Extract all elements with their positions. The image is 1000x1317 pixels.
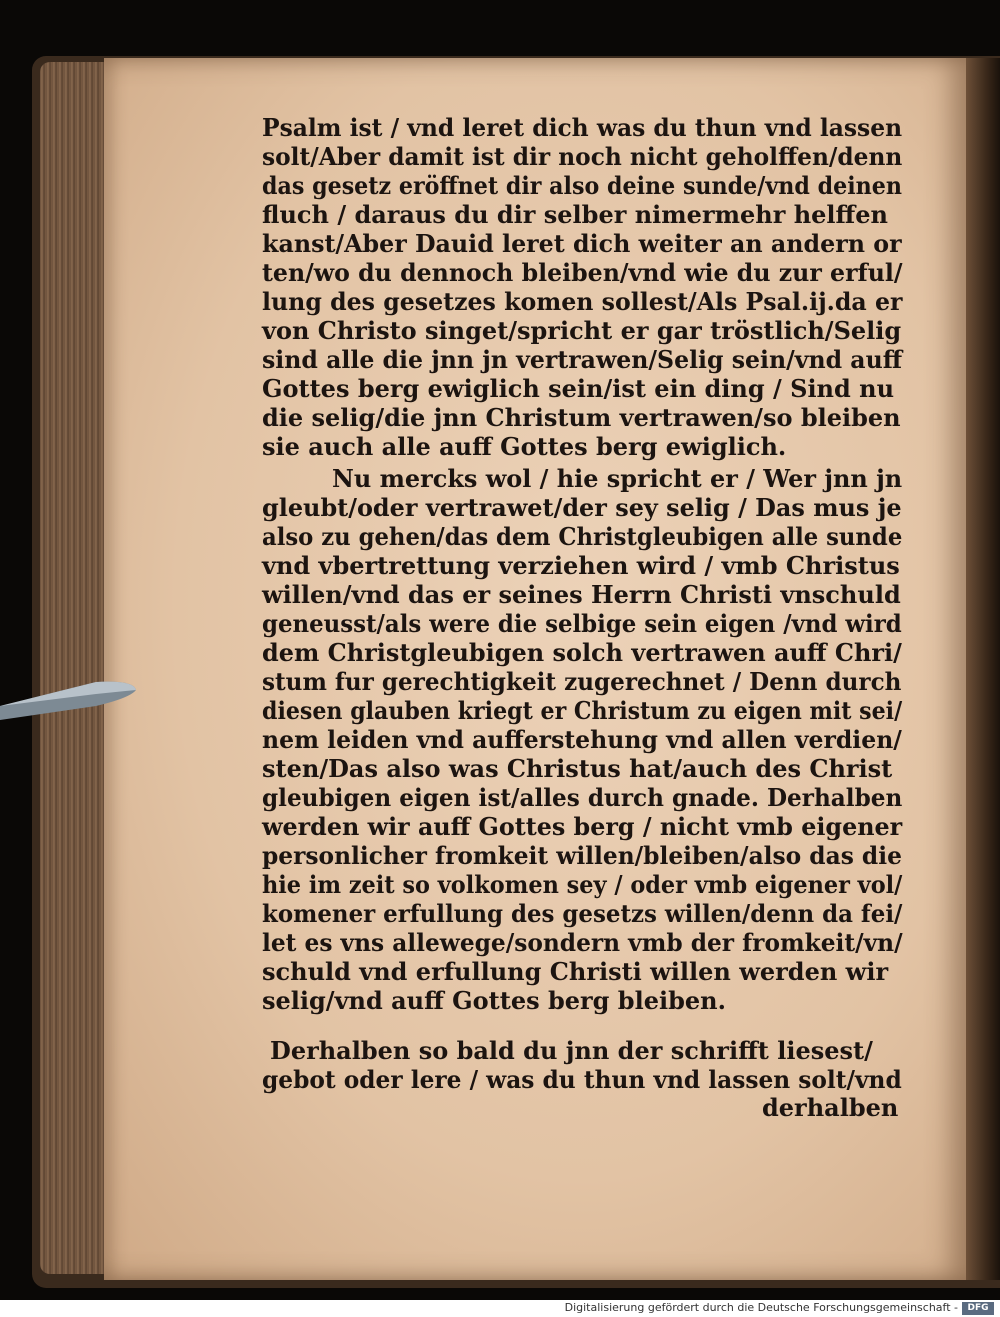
text-line: sind alle die jnn jn vertrawen/Selig sein/vnd auff [262, 345, 903, 374]
catchword: derhalben [762, 1093, 899, 1122]
text-line: schuld vnd erfullung Christi willen werden wir [262, 957, 889, 986]
text-line: komener erfullung des gesetzs willen/denn da fei/ [262, 899, 903, 928]
text-line: hie im zeit so volkomen sey / oder vmb eigener vol/ [262, 870, 903, 899]
text-line: gleubigen eigen ist/alles durch gnade. Derhalben [262, 783, 903, 812]
text-line: nem leiden vnd aufferstehung vnd allen verdien/ [262, 725, 902, 754]
text-line: dem Christgleubigen solch vertrawen auff Chri/ [262, 638, 902, 667]
text-line: let es vns allewege/sondern vmb der fromkeit/vn/ [262, 928, 903, 957]
text-line: geneusst/als were die selbige sein eigen /vnd wird [262, 609, 902, 638]
text-line: Gottes berg ewiglich sein/ist ein ding / Sind nu [262, 374, 895, 403]
text-line: selig/vnd auff Gottes berg bleiben. [262, 986, 726, 1015]
book-gutter [966, 58, 1000, 1280]
text-line: werden wir auff Gottes berg / nicht vmb eigener [262, 812, 903, 841]
text-line: Nu mercks wol / hie spricht er / Wer jnn jn [332, 464, 903, 493]
text-line: willen/vnd das er seines Herrn Christi vnschuld [262, 580, 901, 609]
text-line: sten/Das also was Christus hat/auch des Christ [262, 754, 893, 783]
text-line: also zu gehen/das dem Christgleubigen alle sunde [262, 522, 903, 551]
text-line: lung des gesetzes komen sollest/Als Psal.ij.da er [262, 287, 903, 316]
text-line: stum fur gerechtigkeit zugerechnet / Denn durch [262, 667, 902, 696]
text-line: fluch / daraus du dir selber nimermehr helffen [262, 200, 888, 229]
text-line: die selig/die jnn Christum vertrawen/so bleiben [262, 403, 901, 432]
text-line: das gesetz eröffnet dir also deine sunde/vnd deinen [262, 171, 903, 200]
footer-bar [0, 1300, 1000, 1317]
funding-notice: Digitalisierung gefördert durch die Deutsche Forschungsgemeinschaft - [564, 1301, 958, 1314]
text-line: von Christo singet/spricht er gar tröstlich/Selig [262, 316, 902, 345]
text-line: personlicher fromkeit willen/bleiben/also das die [262, 841, 902, 870]
dfg-logo: DFG [962, 1302, 994, 1315]
text-line: gleubt/oder vertrawet/der sey selig / Das mus je [262, 493, 902, 522]
text-line: Derhalben so bald du jnn der schrifft liesest/ [270, 1036, 873, 1065]
text-line: kanst/Aber Dauid leret dich weiter an andern or [262, 229, 902, 258]
text-line: solt/Aber damit ist dir noch nicht geholffen/denn [262, 142, 903, 171]
text-line: sie auch alle auff Gottes berg ewiglich. [262, 432, 787, 461]
text-line: vnd vbertrettung verziehen wird / vmb Christus [262, 551, 900, 580]
text-line: ten/wo du dennoch bleiben/vnd wie du zur erful/ [262, 258, 903, 287]
page-text [262, 112, 902, 1132]
text-line: diesen glauben kriegt er Christum zu eigen mit sei/ [262, 696, 903, 725]
text-line: Psalm ist / vnd leret dich was du thun vnd lassen [262, 113, 903, 142]
text-line: gebot oder lere / was du thun vnd lassen solt/vnd [262, 1065, 902, 1094]
page-pointer-tool [0, 676, 140, 720]
